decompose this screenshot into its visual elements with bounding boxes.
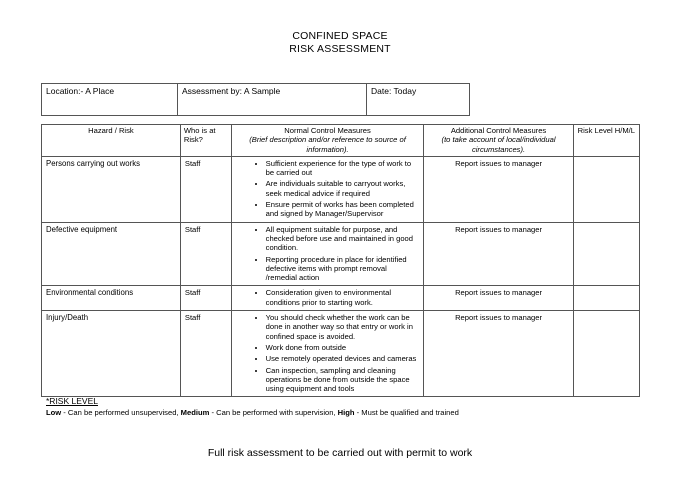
list-item: • Sufficient experience for the type of work to be carried out bbox=[266, 159, 420, 178]
additional-cell: Report issues to manager bbox=[424, 311, 573, 397]
high-text: - Must be qualified and trained bbox=[354, 408, 459, 417]
header-risk-level bbox=[573, 125, 639, 157]
footer-note: Full risk assessment to be carried out with permit to work bbox=[207, 447, 473, 459]
hazard-cell: Environmental conditions bbox=[42, 286, 181, 311]
list-item: • Reporting procedure in place for identified defective items with prompt removal /remedial action bbox=[266, 255, 420, 283]
risk-table-header-row bbox=[42, 125, 640, 157]
header-normal-label: Normal Control Measures bbox=[284, 126, 371, 135]
measures-cell bbox=[231, 222, 424, 286]
low-label: Low bbox=[46, 408, 62, 417]
header-normal bbox=[231, 125, 424, 157]
risk-level-cell bbox=[573, 156, 639, 222]
list-item: • Use remotely operated devices and cameras bbox=[266, 354, 420, 363]
additional-cell: Report issues to manager bbox=[424, 222, 573, 286]
measures-cell bbox=[231, 311, 424, 397]
additional-cell: Report issues to manager bbox=[424, 286, 573, 311]
who-cell: Staff bbox=[180, 311, 231, 397]
header-who bbox=[180, 125, 231, 157]
high-label: High bbox=[337, 408, 355, 417]
list-item: • You should check whether the work can be done in another way so that entry or work in confined space is avoided. bbox=[266, 313, 420, 341]
header-additional bbox=[424, 125, 573, 157]
assessment-info-table bbox=[41, 83, 470, 116]
hazard-cell: Defective equipment bbox=[42, 222, 181, 286]
additional-cell: Report issues to manager bbox=[424, 156, 573, 222]
risk-level-cell bbox=[573, 311, 639, 397]
table-row bbox=[42, 311, 640, 397]
measures-list bbox=[236, 159, 420, 219]
header-risk-level-label: Risk Level H/M/L bbox=[577, 126, 636, 135]
who-cell: Staff bbox=[180, 286, 231, 311]
risk-level-cell bbox=[573, 286, 639, 311]
risk-table bbox=[41, 124, 640, 397]
assessment-by-cell: Assessment by: A Sample bbox=[178, 84, 367, 116]
document-subtitle: RISK ASSESSMENT bbox=[289, 43, 391, 55]
header-hazard-label: Hazard / Risk bbox=[88, 126, 134, 135]
list-item: • Consideration given to environmental conditions prior to starting work. bbox=[266, 288, 420, 307]
measures-list bbox=[236, 313, 420, 393]
measures-cell bbox=[231, 156, 424, 222]
table-row bbox=[42, 286, 640, 311]
measures-list bbox=[236, 288, 420, 307]
list-item: • Ensure permit of works has been completed and signed by Manager/Supervisor bbox=[266, 200, 420, 219]
hazard-cell: Persons carrying out works bbox=[42, 156, 181, 222]
risk-level-cell bbox=[573, 222, 639, 286]
date-cell: Date: Today bbox=[367, 84, 470, 116]
list-item: • Work done from outside bbox=[266, 343, 420, 352]
header-hazard bbox=[42, 125, 181, 157]
header-normal-sub: (Brief description and/or reference to source of information). bbox=[249, 135, 406, 154]
measures-list bbox=[236, 225, 420, 283]
medium-text: - Can be performed with supervision, bbox=[209, 408, 338, 417]
risk-level-heading: *RISK LEVEL bbox=[46, 396, 98, 406]
header-additional-label: Additional Control Measures bbox=[450, 126, 547, 135]
list-item: • All equipment suitable for purpose, and checked before use and maintained in good condition. bbox=[266, 225, 420, 253]
low-text: - Can be performed unsupervised, bbox=[61, 408, 181, 417]
medium-label: Medium bbox=[180, 408, 210, 417]
document-title: CONFINED SPACE bbox=[292, 30, 388, 42]
header-who-label: Who is at Risk? bbox=[183, 126, 216, 145]
list-item: • Can inspection, sampling and cleaning operations be done from outside the space using equipment and tools bbox=[266, 366, 420, 394]
location-cell: Location:- A Place bbox=[42, 84, 178, 116]
who-cell: Staff bbox=[180, 156, 231, 222]
table-row bbox=[42, 156, 640, 222]
list-item: • Are individuals suitable to carryout works, seek medical advice if required bbox=[266, 179, 420, 198]
who-cell: Staff bbox=[180, 222, 231, 286]
hazard-cell: Injury/Death bbox=[42, 311, 181, 397]
header-additional-sub: (to take account of local/individual circumstances). bbox=[441, 135, 556, 154]
measures-cell bbox=[231, 286, 424, 311]
risk-level-legend bbox=[46, 408, 459, 417]
table-row bbox=[42, 222, 640, 286]
